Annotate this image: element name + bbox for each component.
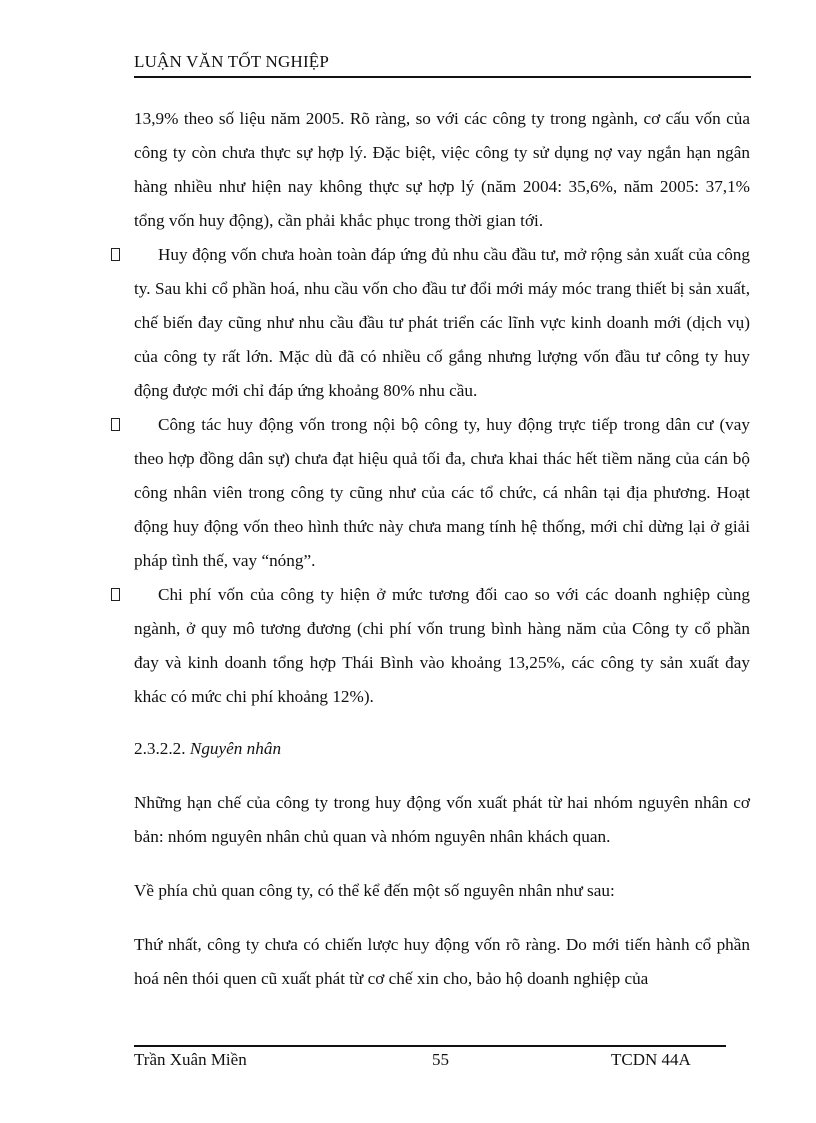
bullet-box-icon (111, 418, 120, 431)
footer-author: Trần Xuân Miền (134, 1050, 247, 1069)
section-title: Nguyên nhân (189, 739, 282, 758)
bullet-item-1 (134, 238, 750, 408)
bullet-text: Công tác huy động vốn trong nội bộ công ty, huy động trực tiếp trong dân cư (vay theo hợp đồng dân sự) chưa đạt hiệu quả tối đa, chưa khai thác hết tiềm năng của cán bộ công nhân viên trong công ty cũng như của các tổ chức, cá nhân tại địa phương. Hoạt động huy động vốn theo hình thức này chưa mang tính hệ thống, mới chỉ dừng lại ở giải pháp tình thế, vay “nóng”. (134, 415, 750, 570)
bullet-text: Huy động vốn chưa hoàn toàn đáp ứng đủ nhu cầu đầu tư, mở rộng sản xuất của công ty. Sau khi cổ phần hoá, nhu cầu vốn cho đầu tư đổi mới máy móc trang thiết bị sản xuất, chế biến đay cũng như nhu cầu đầu tư phát triển các lĩnh vực kinh doanh mới (dịch vụ) của công ty rất lớn. Mặc dù đã có nhiều cố gắng nhưng lượng vốn đầu tư công ty huy động được mới chỉ đáp ứng khoảng 80% nhu cầu. (134, 245, 750, 400)
section-number: 2.3.2.2. (134, 739, 186, 758)
bullet-box-icon (111, 248, 120, 261)
footer-rule (134, 1045, 726, 1047)
paragraph-causes: Những hạn chế của công ty trong huy động vốn xuất phát từ hai nhóm nguyên nhân cơ bản: nhóm nguyên nhân chủ quan và nhóm nguyên nhân khách quan. (134, 793, 750, 846)
section-heading (134, 732, 750, 766)
paragraph-continued: 13,9% theo số liệu năm 2005. Rõ ràng, so với các công ty trong ngành, cơ cấu vốn của công ty còn chưa thực sự hợp lý. Đặc biệt, việc công ty sử dụng nợ vay ngắn hạn ngân hàng nhiều như hiện nay không thực sự hợp lý (năm 2004: 35,6%, năm 2005: 37,1% tổng vốn huy động), cần phải khắc phục trong thời gian tới. (134, 109, 750, 230)
page-body (134, 102, 750, 996)
footer-class-code: TCDN 44A (611, 1050, 691, 1069)
running-header: LUẬN VĂN TỐT NGHIỆP (134, 52, 330, 71)
bullet-text: Chi phí vốn của công ty hiện ở mức tương đối cao so với các doanh nghiệp cùng ngành, ở quy mô tương đương (chi phí vốn trung bình hàng năm của Công ty cổ phần đay và kinh doanh tổng hợp Thái Bình vào khoảng 13,25%, các công ty sản xuất đay khác có mức chi phí khoảng 12%). (134, 585, 750, 706)
footer-page-number: 55 (432, 1050, 449, 1069)
bullet-item-2 (134, 408, 750, 578)
paragraph-first: Thứ nhất, công ty chưa có chiến lược huy động vốn rõ ràng. Do mới tiến hành cổ phần hoá nên thói quen cũ xuất phát từ cơ chế xin cho, bảo hộ doanh nghiệp của (134, 935, 750, 988)
paragraph-subjective: Về phía chủ quan công ty, có thể kể đến một số nguyên nhân như sau: (134, 881, 615, 900)
bullet-box-icon (111, 588, 120, 601)
bullet-item-3 (134, 578, 750, 714)
header-rule (134, 76, 751, 78)
